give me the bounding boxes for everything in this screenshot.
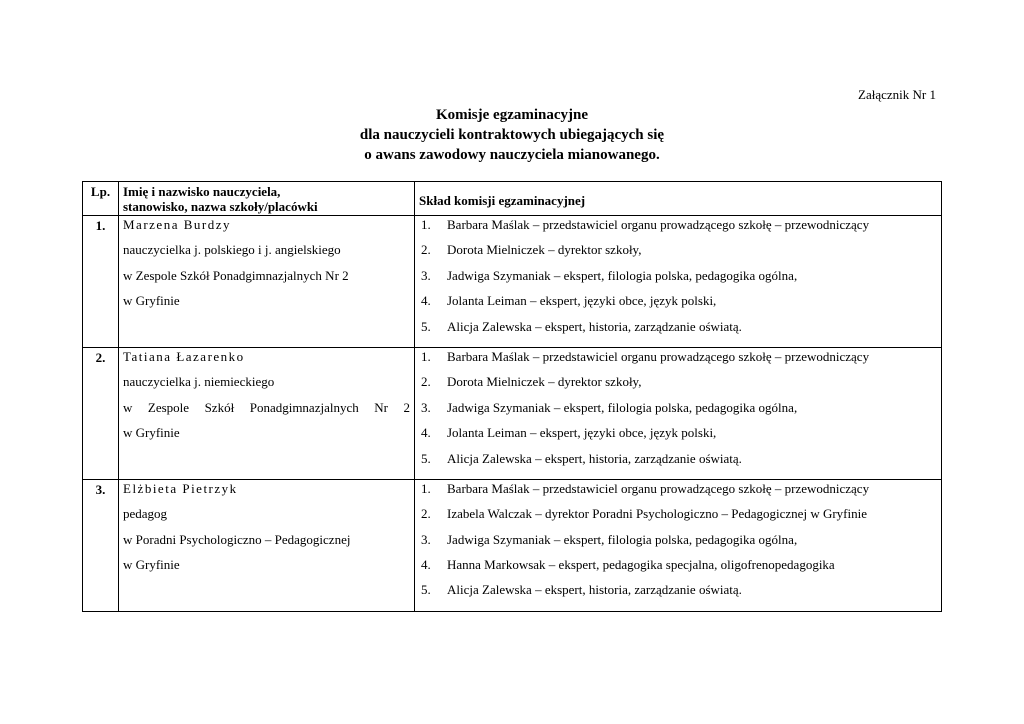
member-number: 1. xyxy=(421,348,431,364)
committee-member xyxy=(421,426,937,451)
teacher-city: w Gryfinie xyxy=(123,293,180,309)
header-person-line-1: Imię i nazwisko nauczyciela, xyxy=(123,184,281,199)
member-text: Dorota Mielniczek – dyrektor szkoły, xyxy=(447,374,642,390)
committee-member xyxy=(421,350,937,375)
member-number: 4. xyxy=(421,557,431,573)
member-text: Jadwiga Szymaniak – ekspert, filologia polska, pedagogika ogólna, xyxy=(447,399,798,415)
row-number: 3. xyxy=(83,479,119,611)
teacher-info xyxy=(119,347,415,479)
committee-list xyxy=(415,347,942,479)
member-text: Dorota Mielniczek – dyrektor szkoły, xyxy=(447,242,642,258)
table-row xyxy=(83,479,942,611)
header-person-line-2: stanowisko, nazwa szkoły/placówki xyxy=(123,199,318,214)
member-text: Jolanta Leiman – ekspert, języki obce, język polski, xyxy=(447,425,717,441)
teacher-position: nauczycielka j. polskiego i j. angielskiego xyxy=(123,242,341,258)
committee-member xyxy=(421,294,937,319)
row-number: 2. xyxy=(83,347,119,479)
member-text: Jolanta Leiman – ekspert, języki obce, język polski, xyxy=(447,293,717,309)
title-line-3: o awans zawodowy nauczyciela mianowanego. xyxy=(364,147,660,163)
teacher-position: nauczycielka j. niemieckiego xyxy=(123,374,275,390)
committee-member xyxy=(421,375,937,400)
teacher-city: w Gryfinie xyxy=(123,425,180,441)
committee-member xyxy=(421,269,937,294)
member-number: 1. xyxy=(421,217,431,232)
member-number: 3. xyxy=(421,531,431,547)
member-number: 2. xyxy=(421,374,431,390)
member-number: 5. xyxy=(421,450,431,466)
member-number: 3. xyxy=(421,399,431,415)
member-number: 5. xyxy=(421,582,431,598)
teacher-name: Marzena Burdzy xyxy=(123,217,231,232)
committee-member xyxy=(421,452,937,477)
member-text: Barbara Maślak – przedstawiciel organu prowadzącego szkołę – przewodniczący xyxy=(447,217,870,232)
member-text: Alicja Zalewska – ekspert, historia, zarządzanie oświatą. xyxy=(447,450,742,466)
member-text: Alicja Zalewska – ekspert, historia, zarządzanie oświatą. xyxy=(447,318,742,334)
document-title xyxy=(0,105,1024,165)
committee-member xyxy=(421,558,937,583)
teacher-position: pedagog xyxy=(123,506,168,522)
committee-member xyxy=(421,320,937,345)
member-text: Jadwiga Szymaniak – ekspert, filologia polska, pedagogika ogólna, xyxy=(447,531,798,547)
member-number: 5. xyxy=(421,318,431,334)
table-row xyxy=(83,216,942,348)
member-number: 2. xyxy=(421,506,431,522)
committee-member xyxy=(421,243,937,268)
member-text: Jadwiga Szymaniak – ekspert, filologia polska, pedagogika ogólna, xyxy=(447,267,798,283)
committee-member xyxy=(421,401,937,426)
member-text: Izabela Walczak – dyrektor Poradni Psychologiczno – Pedagogicznej w Gryfinie xyxy=(447,506,867,522)
committee-list xyxy=(415,216,942,348)
title-line-1: Komisje egzaminacyjne xyxy=(435,107,589,123)
committee-list xyxy=(415,479,942,611)
member-text: Barbara Maślak – przedstawiciel organu prowadzącego szkołę – przewodniczący xyxy=(447,480,870,496)
header-person xyxy=(119,182,415,216)
committee-member xyxy=(421,482,937,507)
teacher-school: w Poradni Psychologiczno – Pedagogicznej xyxy=(123,531,351,547)
committees-table xyxy=(82,181,942,612)
table-row xyxy=(83,347,942,479)
teacher-city: w Gryfinie xyxy=(123,557,180,573)
header-committee: Skład komisji egzaminacyjnej xyxy=(415,182,942,216)
member-text: Hanna Markowsak – ekspert, pedagogika specjalna, oligofrenopedagogika xyxy=(447,557,835,573)
member-number: 3. xyxy=(421,267,431,283)
title-line-2: dla nauczycieli kontraktowych ubiegających się xyxy=(359,127,665,143)
table-header-row xyxy=(83,182,942,216)
teacher-name: Elżbieta Pietrzyk xyxy=(123,480,238,496)
member-text: Barbara Maślak – przedstawiciel organu prowadzącego szkołę – przewodniczący xyxy=(447,348,870,364)
row-number: 1. xyxy=(83,216,119,348)
teacher-school: w Zespole Szkół Ponadgimnazjalnych Nr 2 xyxy=(123,399,410,415)
member-text: Alicja Zalewska – ekspert, historia, zarządzanie oświatą. xyxy=(447,582,742,598)
teacher-info xyxy=(119,216,415,348)
member-number: 4. xyxy=(421,293,431,309)
attachment-label: Załącznik Nr 1 xyxy=(858,87,936,102)
committee-member xyxy=(421,218,937,243)
committee-member xyxy=(421,507,937,532)
member-number: 1. xyxy=(421,480,431,496)
committee-member xyxy=(421,583,937,608)
member-number: 4. xyxy=(421,425,431,441)
member-number: 2. xyxy=(421,242,431,258)
committee-member xyxy=(421,533,937,558)
teacher-info xyxy=(119,479,415,611)
header-lp: Lp. xyxy=(83,182,119,216)
teacher-name: Tatiana Łazarenko xyxy=(123,348,245,364)
teacher-school: w Zespole Szkół Ponadgimnazjalnych Nr 2 xyxy=(123,267,349,283)
